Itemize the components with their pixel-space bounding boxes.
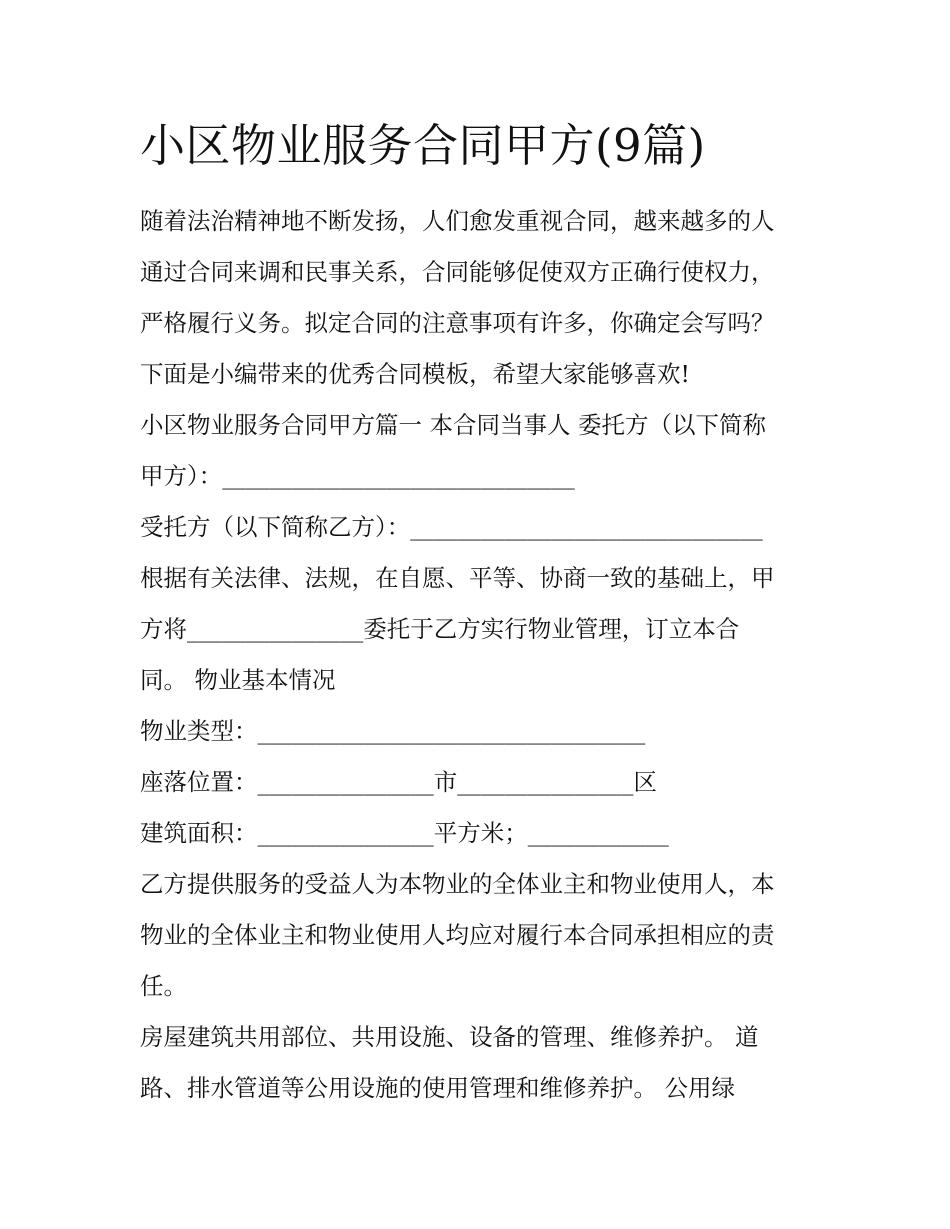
body-line: 通过合同来调和民事关系，合同能够促使双方正确行使权力，	[140, 258, 775, 286]
section-heading-property-info: 同。 物业基本情况	[140, 666, 336, 694]
body-line: 乙方提供服务的受益人为本物业的全体业主和物业使用人，本	[140, 870, 775, 898]
document-title: 小区物业服务合同甲方(9篇)	[140, 119, 706, 172]
body-line: 随着法治精神地不断发扬，人们愈发重视合同，越来越多的人	[140, 207, 775, 235]
body-line: 严格履行义务。拟定合同的注意事项有许多，你确定会写吗？	[140, 309, 775, 337]
building-area-field: 建筑面积：_______________平方米；____________	[140, 819, 669, 847]
location-field: 座落位置：_______________市_______________区	[140, 768, 657, 796]
body-line: 根据有关法律、法规，在自愿、平等、协商一致的基础上，甲	[140, 564, 775, 592]
body-line: 物业的全体业主和物业使用人均应对履行本合同承担相应的责	[140, 921, 775, 949]
party-b-field: 受托方（以下简称乙方）：______________________________	[140, 513, 763, 541]
body-line: 任。	[140, 972, 187, 1000]
body-line: 房屋建筑共用部位、共用设施、设备的管理、维修养护。 道	[140, 1023, 759, 1051]
body-line: 小区物业服务合同甲方篇一 本合同当事人 委托方（以下简称	[140, 411, 766, 439]
body-line: 方将_______________委托于乙方实行物业管理，订立本合	[140, 615, 740, 643]
property-type-field: 物业类型：_________________________________	[140, 717, 646, 745]
party-a-field: 甲方）：______________________________	[140, 462, 575, 490]
body-line: 下面是小编带来的优秀合同模板，希望大家能够喜欢!	[140, 360, 690, 388]
body-line: 路、排水管道等公用设施的使用管理和维修养护。 公用绿	[140, 1074, 735, 1102]
